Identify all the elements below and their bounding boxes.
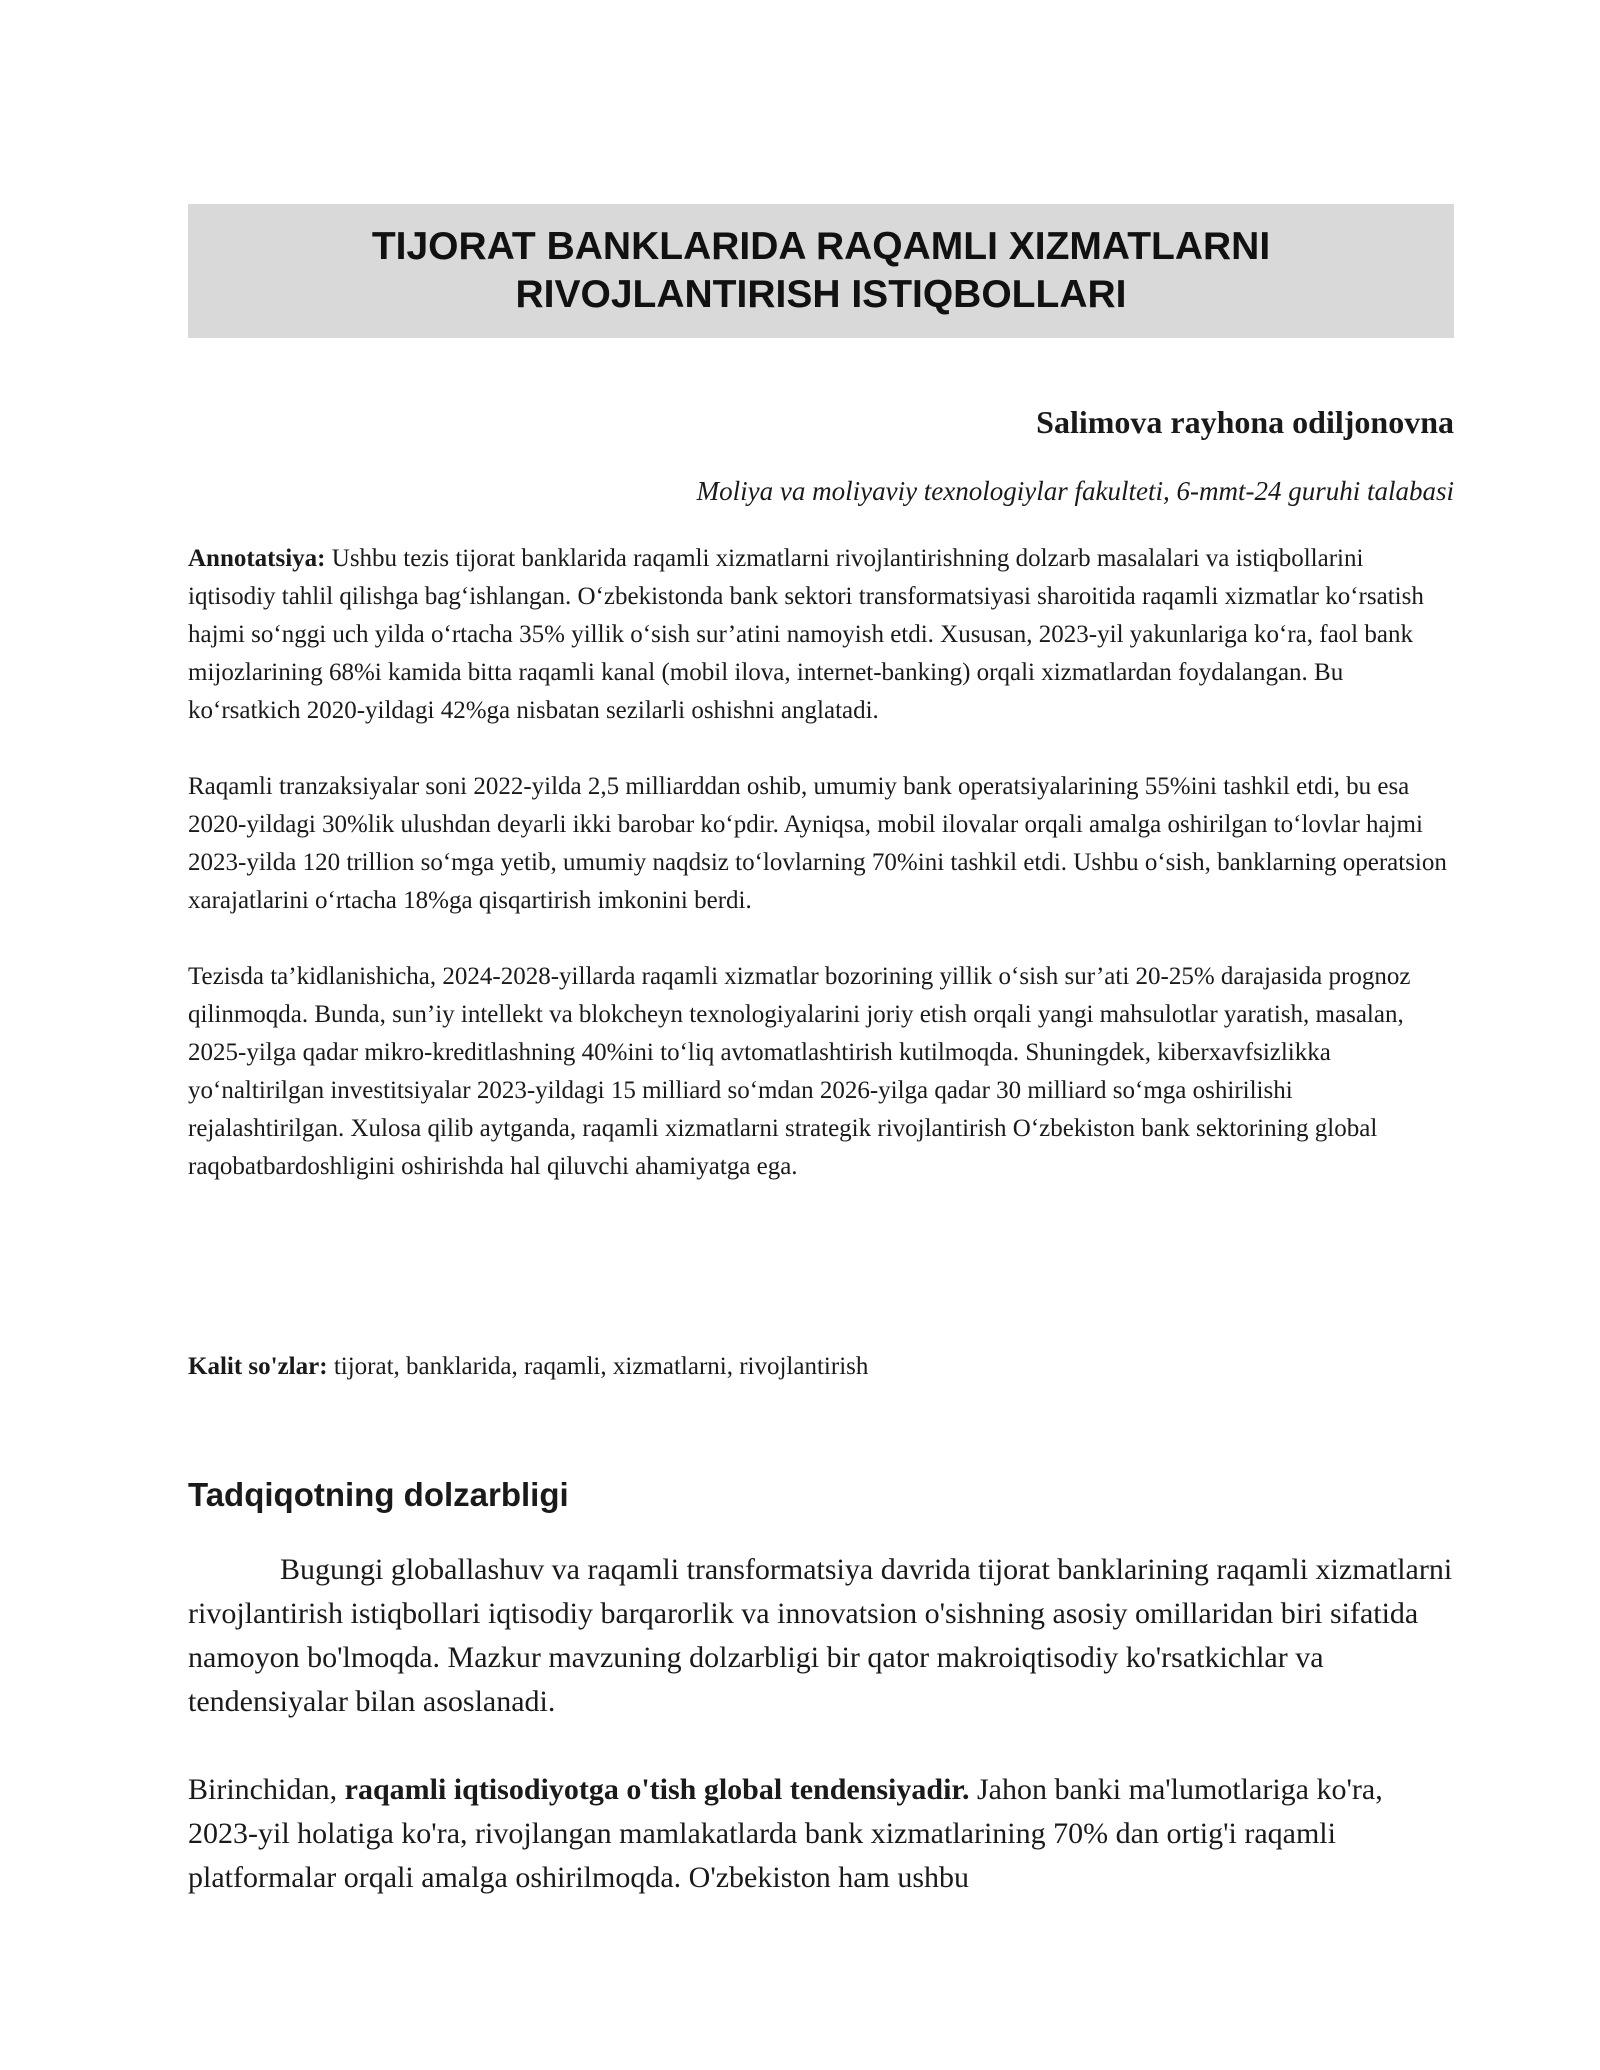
author-affiliation: Moliya va moliyaviy texnologiylar fakulteti, 6-mmt-24 guruhi talabasi [696, 476, 1454, 506]
section-body [188, 1548, 1454, 1944]
title-line-2: RIVOJLANTIRISH ISTIQBOLLARI [515, 273, 1127, 316]
keywords [188, 1348, 868, 1386]
body-paragraph-1: Bugungi globallashuv va raqamli transformatsiya davrida tijorat banklarining raqamli xizmatlarni rivojlantirish istiqbollari iqtisodiy barqarorlik va innovatsion o'sishning asosiy omillaridan biri sifatida namoyon bo'lmoqda. Mazkur mavzuning dolzarbligi bir qator makroiqtisodiy ko'rsatkichlar va tendensiyalar bilan asoslanadi. [188, 1553, 1453, 1718]
abstract-paragraph-3: Tezisda ta’kidlanishicha, 2024-2028-yillarda raqamli xizmatlar bozorining yillik o‘sish sur’ati 20-25% darajasida prognoz qilinmoqda. Bunda, sun’iy intellekt va blokcheyn texnologiyalarini joriy etish orqali yangi mahsulotlar yaratish, masalan, 2025-yilga qadar mikro-kreditlashning 40%ini to‘liq avtomatlashtirish kutilmoqda. Shuningdek, kiberxavfsizlikka yo‘naltirilgan investitsiyalar 2023-yildagi 15 milliard so‘mdan 2026-yilga qadar 30 milliard so‘mga oshirilishi rejalashtirilgan. Xulosa qilib aytganda, raqamli xizmatlarni strategik rivojlantirish O‘zbekiston bank sektorining global raqobatbardoshligini oshirishda hal qiluvchi ahamiyatga ega. [188, 963, 1411, 1180]
document-title [372, 223, 1270, 319]
body-paragraph-2-emphasis: raqamli iqtisodiyotga o'tish global tendensiyadir. [344, 1773, 970, 1806]
keywords-label: Kalit so'zlar: [188, 1353, 328, 1380]
abstract-paragraph-2: Raqamli tranzaksiyalar soni 2022-yilda 2,5 milliarddan oshib, umumiy bank operatsiyalarining 55%ini tashkil etdi, bu esa 2020-yildagi 30%lik ulushdan deyarli ikki barobar ko‘pdir. Ayniqsa, mobil ilovalar orqali amalga oshirilgan to‘lovlar hajmi 2023-yilda 120 trillion so‘mga yetib, umumiy naqdsiz to‘lovlarning 70%ini tashkil etdi. Ushbu o‘sish, banklarning operatsion xarajatlarini o‘rtacha 18%ga qisqartirish imkonini berdi. [188, 773, 1447, 914]
body-paragraph-2-rest: Jahon banki ma'lumotlariga ko'ra, 2023-yil holatiga ko'ra, rivojlangan mamlakatlarda bank xizmatlarining 70% dan ortig'i raqamli platformalar orqali amalga oshirilmoqda. O'zbekiston ham ushbu [188, 1773, 1383, 1894]
title-line-1: TIJORAT BANKLARIDA RAQAMLI XIZMATLARNI [371, 225, 1271, 268]
section-heading: Tadqiqotning dolzarbligi [188, 1476, 569, 1513]
body-paragraph-2 [188, 1768, 1454, 1900]
abstract-label: Annotatsiya: [188, 545, 326, 572]
keywords-text: tijorat, banklarida, raqamli, xizmatlarni, rivojlantirish [327, 1353, 869, 1380]
author-name: Salimova rayhona odiljonovna [1036, 404, 1454, 440]
abstract-paragraph-1 [188, 540, 1454, 730]
abstract-text-1: Ushbu tezis tijorat banklarida raqamli xizmatlarni rivojlantirishning dolzarb masalalari va istiqbollarini iqtisodiy tahlil qilishga bag‘ishlangan. O‘zbekistonda bank sektori transformatsiyasi sharoitida raqamli xizmatlar ko‘rsatish hajmi so‘nggi uch yilda o‘rtacha 35% yillik o‘sish sur’atini namoyish etdi. Xususan, 2023-yil yakunlariga ko‘ra, faol bank mijozlarining 68%i kamida bitta raqamli kanal (mobil ilova, internet-banking) orqali xizmatlardan foydalangan. Bu ko‘rsatkich 2020-yildagi 42%ga nisbatan sezilarli oshishni anglatadi. [188, 545, 1424, 724]
abstract [188, 540, 1454, 1224]
body-paragraph-2-start: Birinchidan, [188, 1773, 345, 1806]
title-banner [188, 204, 1454, 338]
